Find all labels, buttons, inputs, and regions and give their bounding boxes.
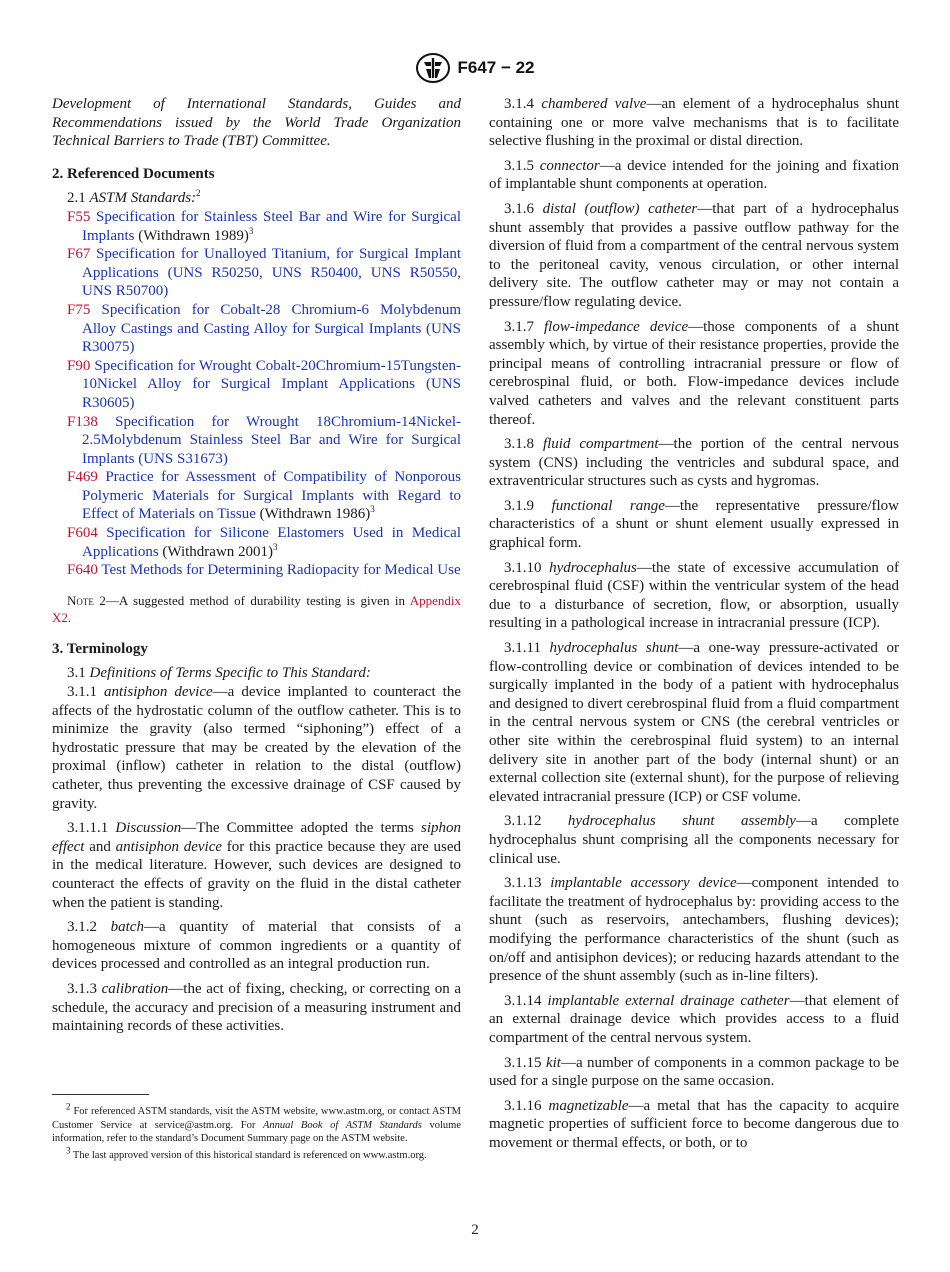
intro-paragraph: Development of International Standards, Guides and Recommendations issued by the World Trade Organization Technical Barriers to Trade (TBT) Committee.	[52, 96, 461, 150]
page-header	[0, 52, 950, 84]
term-definition: 3.1.12 hydrocephalus shunt assembly—a complete hydrocephalus shunt comprising all the components necessary for clinical use.	[489, 813, 900, 867]
footnote-ref: 3	[273, 541, 278, 552]
standard-designation: F647 − 22	[457, 58, 535, 77]
reference-code-link[interactable]: F640	[67, 562, 98, 579]
reference-title-link[interactable]: Specification for Stainless Steel Bar and Wire for Surgical Implants	[82, 208, 462, 244]
reference-code-link[interactable]: F604	[67, 525, 98, 542]
reference-title-link[interactable]: Specification for Cobalt-28 Chromium-6 Molybdenum Alloy Castings and Casting Alloy for Surgical Implants (UNS R30075)	[82, 301, 461, 356]
term-definition: 3.1.4 chambered valve—an element of a hydrocephalus shunt containing one or more valve mechanisms that is to facilitate selective flushing in the proximal or distal direction.	[489, 96, 900, 150]
reference-item	[52, 357, 461, 413]
section-3-heading: 3. Terminology	[52, 640, 148, 657]
term-3-1-1-1: 3.1.1.1 Discussion—The Committee adopted the terms siphon effect and antisiphon device for this practice because they are used in the medical literature. However, such devices are designed to counteract the effects of gravity on the fluid in the distal catheter when the patient is standing.	[52, 820, 461, 911]
definitions-label: 3.1 Definitions of Terms Specific to This Standard:	[67, 665, 371, 682]
reference-item	[52, 301, 461, 357]
footnote-3: $^3$ The last approved version of this historical standard is referenced on www.astm.org.	[66, 1145, 427, 1161]
reference-item	[52, 245, 461, 301]
reference-title-link[interactable]: Specification for Wrought 18Chromium-14Nickel-2.5Molybdenum Stainless Steel Bar and Wire for Surgical Implants (UNS S31673)	[82, 413, 461, 467]
withdrawn-note: (Withdrawn 1989)	[138, 227, 249, 244]
term-definition: 3.1.16 magnetizable—a metal that has the capacity to acquire magnetic properties of sufficient force to become dangerous due to movement or thermal effects, or both, or to	[489, 1097, 900, 1151]
section-2-heading: 2. Referenced Documents	[52, 165, 215, 182]
reference-code-link[interactable]: F55	[67, 208, 91, 225]
reference-item	[52, 413, 461, 469]
withdrawn-note: (Withdrawn 2001)	[162, 543, 274, 560]
term-3-1-3: 3.1.3 calibration—the act of fixing, checking, or correcting on a schedule, the accuracy and precision of a measuring instrument and maintaining records of these activities.	[52, 980, 461, 1035]
note-2: Note 2—A suggested method of durability testing is given in Appendix X2.	[52, 592, 461, 625]
reference-item	[52, 561, 461, 580]
term-definition: 3.1.11 hydrocephalus shunt—a one-way pressure-activated or flow-controlling device or combination of devices intended to be surgically implanted in the body of a patient with hydrocephalus and designed to divert cerebrospinal fluid from a fluid compartment in the central nervous system or CNS (the cerebral ventricles or other site within the cerebrospinal fluid system) to an internal delivery site in another part of the body (internal shunt) or an external collection site (external shunt), for the purpose of relieving elevated intracranial pressure (ICP) or CSF volume.	[489, 640, 900, 805]
astm-standards-label: 2.1 ASTM Standards:$^2$	[67, 188, 201, 207]
appendix-x2-link[interactable]: Appendix X2	[52, 592, 461, 625]
footnote-ref: 3	[370, 504, 375, 515]
reference-title-link[interactable]: Practice for Assessment of Compatibility of Nonporous Polymeric Materials for Surgical Implants with Regard to Effect of Materials on Tissue	[82, 469, 461, 523]
right-column	[489, 95, 899, 1158]
term-definition: 3.1.8 fluid compartment—the portion of the central nervous system (CNS) including the ventricles and subdural space, and extraventricular structures such as cysts and hygromas.	[489, 436, 899, 490]
reference-item	[52, 468, 461, 524]
footnote-ref: 3	[248, 225, 254, 236]
reference-code-link[interactable]: F469	[67, 469, 98, 486]
term-3-1-2: 3.1.2 batch—a quantity of material that consists of a homogeneous mixture of common ingredients or a quantity of devices processed and controlled as an integral production run.	[52, 919, 461, 973]
reference-item	[52, 524, 461, 561]
term-definition: 3.1.14 implantable external drainage catheter—that element of an external drainage device which provides access to a fluid compartment of the central nervous system.	[489, 992, 899, 1046]
astm-logo-icon	[415, 52, 451, 84]
term-definition: 3.1.9 functional range—the representative pressure/flow characteristics of a shunt or shunt element usually expressed in graphical form.	[489, 497, 900, 552]
reference-code-link[interactable]: F75	[67, 301, 91, 318]
term-definition: 3.1.5 connector—a device intended for the joining and fixation of implantable shunt components at operation.	[489, 157, 899, 193]
left-column	[52, 95, 461, 1036]
reference-title-link[interactable]: Test Methods for Determining Radiopacity for Medical Use	[101, 562, 461, 579]
reference-list	[52, 208, 461, 580]
page-number: 2	[471, 1222, 479, 1238]
reference-title-link[interactable]: Specification for Unalloyed Titanium, for Surgical Implant Applications (UNS R50250, UNS R50400, UNS R50550, UNS R50700)	[82, 246, 462, 300]
footnotes	[52, 1101, 461, 1165]
reference-code-link[interactable]: F67	[67, 246, 91, 263]
term-3-1-1: 3.1.1 antisiphon device—a device implanted to counteract the affects of the hydrostatic column of the outflow catheter. This is to minimize the gravity (also termed “siphoning”) effect of a hydrostatic pressure that may be created by the elevation of the proximal (inflow) catheter in relation to the distal (outflow) catheter, thus preventing the excessive drainage of CSF caused by gravity.	[52, 684, 461, 812]
reference-item	[52, 208, 461, 245]
reference-code-link[interactable]: F90	[67, 357, 91, 374]
term-definition: 3.1.6 distal (outflow) catheter—that part of a hydrocephalus shunt assembly that provides a passive outflow pathway for the diversion of fluid from a compartment of the central nervous system to the peritoneal cavity, venous circulation, or other internal delivery site. The outflow catheter may or may not contain a pressure/flow regulating device.	[489, 200, 900, 310]
footnote-rule	[52, 1094, 149, 1095]
withdrawn-note: (Withdrawn 1986)	[259, 506, 371, 523]
term-definition: 3.1.10 hydrocephalus—the state of excessive accumulation of cerebrospinal fluid (CSF) within the ventricular system of the head due to a disturbance of secretion, flow, or absorption, usually resulting in a pathological increase in intracranial pressure (ICP).	[489, 559, 899, 632]
reference-title-link[interactable]: Specification for Silicone Elastomers Used in Medical Applications	[82, 525, 461, 560]
reference-code-link[interactable]: F138	[67, 413, 98, 430]
term-definition: 3.1.7 flow-impedance device—those components of a shunt assembly which, by virtue of their resistance properties, provide the principal means of controlling intracranial pressure or flow of cerebrospinal fluid, or both. Flow-impedance devices include valved catheters and valves and the relevant constituent parts thereof.	[489, 318, 900, 428]
term-definition: 3.1.13 implantable accessory device—component intended to facilitate the treatment of hydrocephalus by: providing access to the shunt (such as reservoirs, antechambers, flushing devices); modifying the performance characteristics of the shunt (such as on/off and antisiphon devices); or reducing hazards attendant to the presence of the shunt assembly (such as in-line filters).	[489, 875, 900, 985]
footnote-2: $^2$ For referenced ASTM standards, visit the ASTM website, www.astm.org, or contact ASTM Customer Service at service@astm.org. For Annual Book of ASTM Standards volume information, refer to the standard’s Document Summary page on the ASTM website.	[52, 1101, 461, 1144]
reference-title-link[interactable]: Specification for Wrought Cobalt-20Chromium-15Tungsten-10Nickel Alloy for Surgical Implant Applications (UNS R30605)	[82, 357, 461, 411]
term-definition: 3.1.15 kit—a number of components in a common package to be used for a single purpose on the same occasion.	[489, 1054, 899, 1090]
